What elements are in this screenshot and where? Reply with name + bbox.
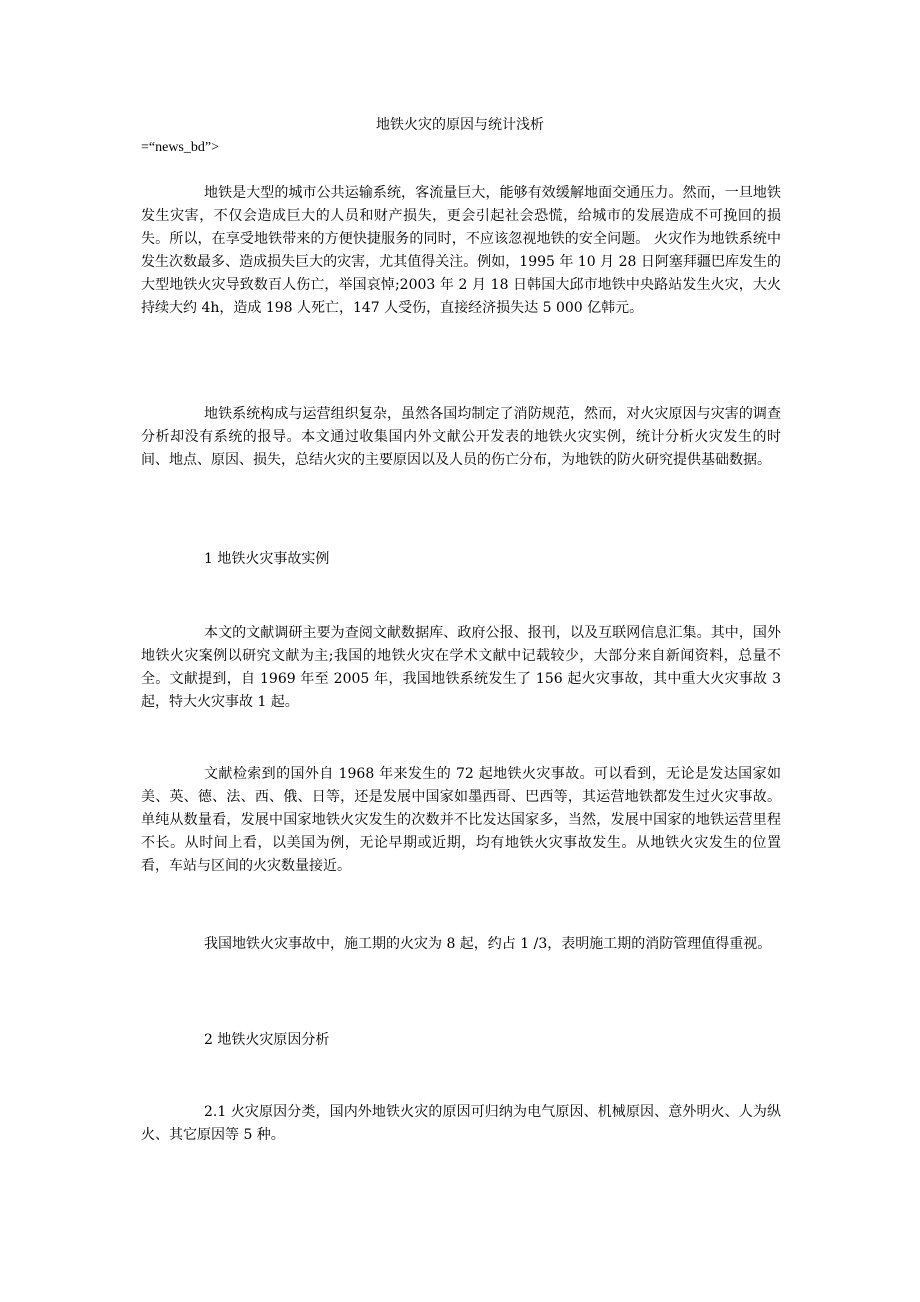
section-heading-2: 2 地铁火灾原因分析 bbox=[204, 1032, 330, 1048]
section-heading-1: 1 地铁火灾事故实例 bbox=[204, 551, 330, 567]
paragraph-foreign-cases: 文献检索到的国外自 1968 年来发生的 72 起地铁火灾事故。可以看到，无论是发达国家如美、英、德、法、西、俄、日等，还是发展中国家如墨西哥、巴西等，其运营地铁都发生过火灾事故。单纯从数量看，发展中国家地铁火灾发生的次数并不比发达国家多，当然，发展中国家的地铁运营里程不长。从时间上看，以美国为例，无论早期或近期，均有地铁火灾事故发生。从地铁火灾发生的位置看，车站与区间的火灾数量接近。 bbox=[141, 766, 781, 874]
paragraph-methods: 本文的文献调研主要为查阅文献数据库、政府公报、报刊，以及互联网信息汇集。其中，国外地铁火灾案例以研究文献为主;我国的地铁火灾在学术文献中记载较少，大部分来自新闻资料，总量不全。文献提到，自 1969 年至 2005 年，我国地铁系统发生了 156 起火灾事故，其中重大火灾事故 3 起，特大火灾事故 1 起。 bbox=[141, 625, 781, 710]
paragraph-background: 地铁系统构成与运营组织复杂，虽然各国均制定了消防规范，然而，对火灾原因与灾害的调查分析却没有系统的报导。本文通过收集国内外文献公开发表的地铁火灾实例，统计分析火灾发生的时间、地点、原因、损失，总结火灾的主要原因以及人员的伤亡分布，为地铁的防火研究提供基础数据。 bbox=[141, 406, 781, 468]
stray-markup-text: =“news_bd”> bbox=[141, 140, 219, 155]
paragraph-cause-classification: 2.1 火灾原因分类，国内外地铁火灾的原因可归纳为电气原因、机械原因、意外明火、人为纵火、其它原因等 5 种。 bbox=[141, 1104, 781, 1143]
paragraph-intro: 地铁是大型的城市公共运输系统，客流量巨大，能够有效缓解地面交通压力。然而，一旦地铁发生灾害，不仅会造成巨大的人员和财产损失，更会引起社会恐慌，给城市的发展造成不可挽回的损失。所以，在享受地铁带来的方便快捷服务的同时，不应该忽视地铁的安全问题。 火灾作为地铁系统中发生次数最多、造成损失巨大的灾害，尤其值得关注。例如，1995 年 10 月 28 日阿塞拜疆巴库发生的大型地铁火灾导致数百人伤亡，举国哀悼;2003 年 2 月 18 日韩国大邱市地铁中央路站发生火灾，大火持续大约 4h，造成 198 人死亡，147 人受伤，直接经济损失达 5 000 亿韩元。 bbox=[141, 185, 781, 316]
page-title: 地铁火灾的原因与统计浅析 bbox=[376, 117, 544, 133]
paragraph-construction-fires: 我国地铁火灾事故中，施工期的火灾为 8 起，约占 1 /3，表明施工期的消防管理值得重视。 bbox=[204, 936, 772, 952]
